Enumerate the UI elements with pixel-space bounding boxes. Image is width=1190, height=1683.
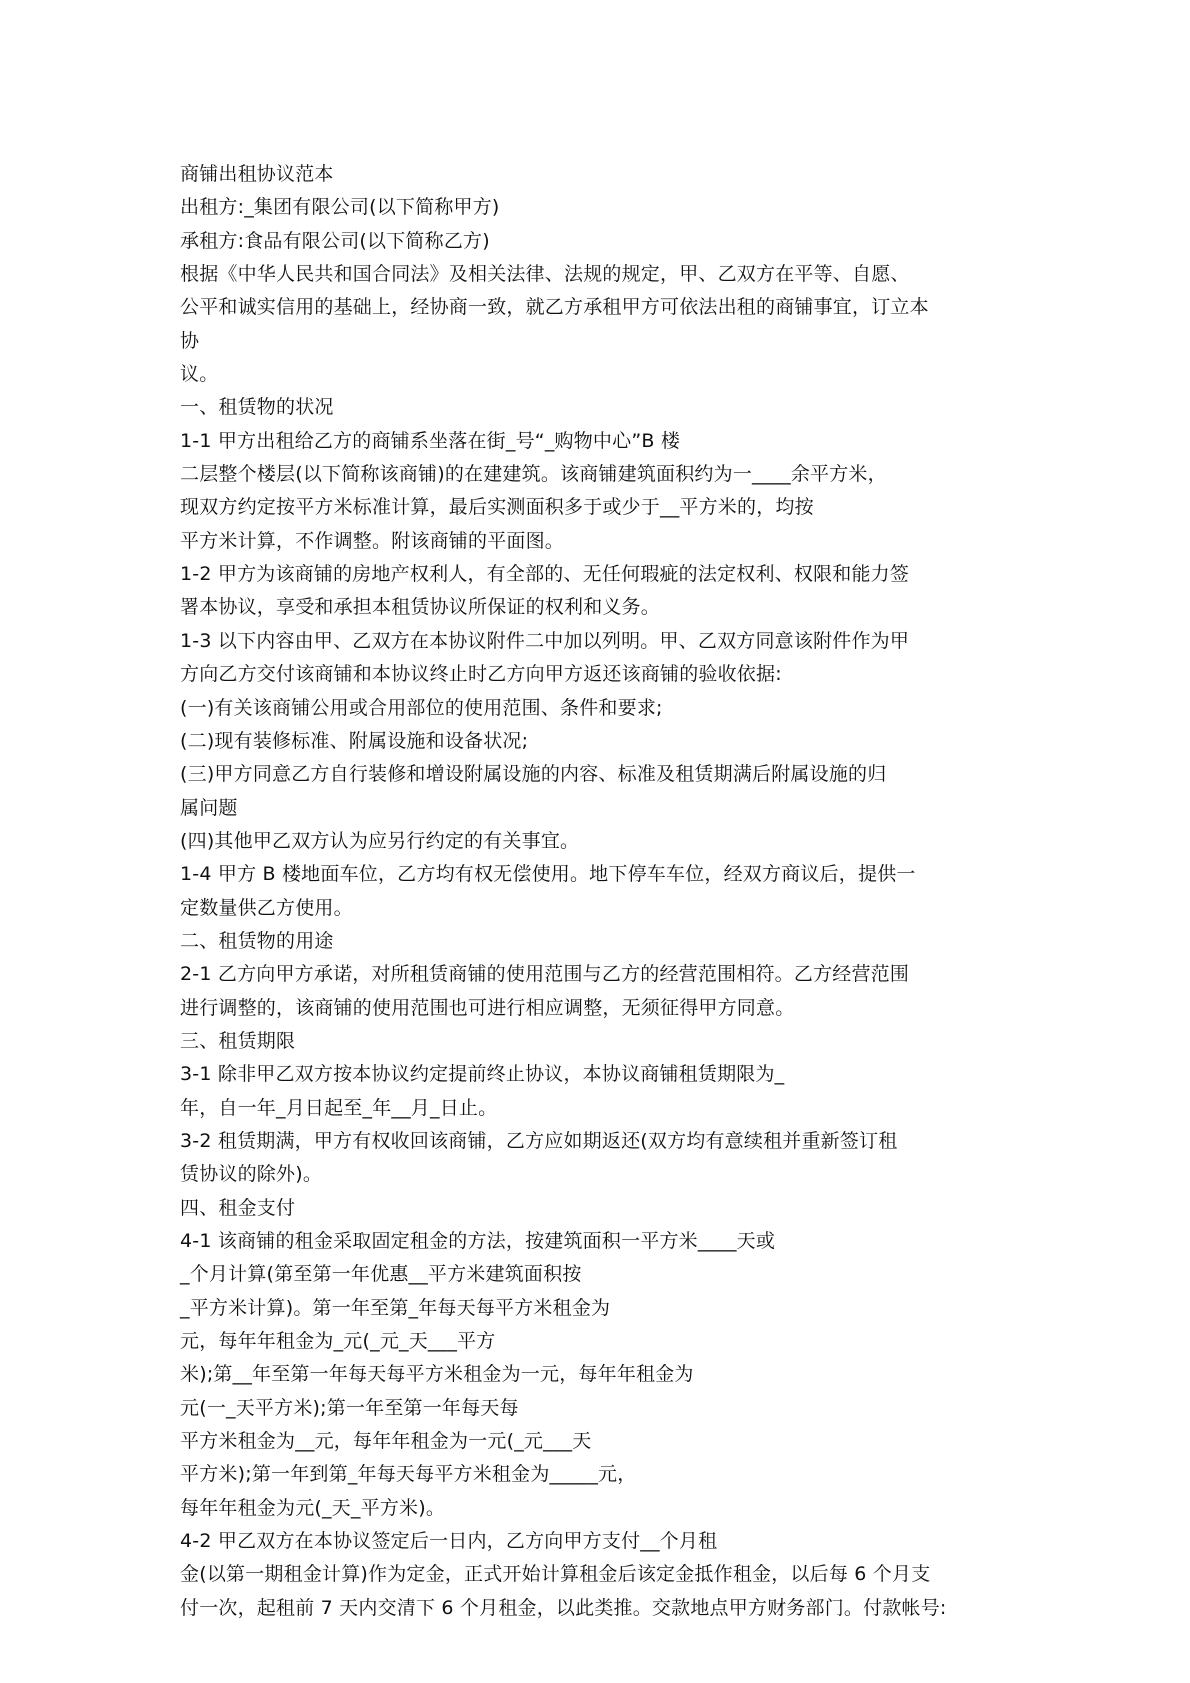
clause-line: 进行调整的，该商铺的使用范围也可进行相应调整，无须征得甲方同意。	[180, 996, 795, 1019]
clause-line: _平方米计算)。第一年至第_年每天每平方米租金为	[180, 1296, 611, 1319]
clause-line: 署本协议，享受和承担本租赁协议所保证的权利和义务。	[180, 596, 661, 619]
document-body	[180, 158, 1030, 1625]
clause-line: 平方米租金为__元，每年年租金为一元(_元___天	[180, 1430, 592, 1453]
section-heading: 二、租赁物的用途	[180, 929, 334, 952]
clause-line: 3-2 租赁期满，甲方有权收回该商铺，乙方应如期返还(双方均有意续租并重新签订租	[180, 1129, 898, 1152]
clause-line: 赁协议的除外)。	[180, 1163, 323, 1186]
clause-line: 元，每年年租金为_元(_元_天___平方	[180, 1330, 496, 1353]
list-item: 属问题	[180, 796, 238, 819]
lessor-line: 出租方:_集团有限公司(以下简称甲方)	[180, 196, 500, 219]
clause-line: 金(以第一期租金计算)作为定金，正式开始计算租金后该定金抵作租金，以后每 6 个月支	[180, 1563, 931, 1586]
clause-line: 平方米);第一年到第_年每天每平方米租金为_____元，	[180, 1463, 637, 1486]
list-item: (一)有关该商铺公用或合用部位的使用范围、条件和要求;	[180, 696, 663, 719]
clause-line: 1-4 甲方 B 楼地面车位，乙方均有权无偿使用。地下停车车位，经双方商议后，提供一	[180, 863, 916, 886]
clause-line: 米);第__年至第一年每天每平方米租金为一元，每年年租金为	[180, 1363, 694, 1386]
clause-line: 平方米计算，不作调整。附该商铺的平面图。	[180, 529, 565, 552]
clause-line: 年，自一年_月日起至_年__月_日止。	[180, 1096, 498, 1119]
clause-line: 每年年租金为元(_天_平方米)。	[180, 1496, 446, 1519]
lessee-line: 承租方:食品有限公司(以下简称乙方)	[180, 229, 490, 252]
section-heading: 一、租赁物的状况	[180, 396, 334, 419]
preamble-line: 协	[180, 329, 200, 352]
clause-line: 方向乙方交付该商铺和本协议终止时乙方向甲方返还该商铺的验收依据:	[180, 663, 782, 686]
list-item: (四)其他甲乙双方认为应另行约定的有关事宜。	[180, 829, 580, 852]
preamble-line: 公平和诚实信用的基础上，经协商一致，就乙方承租甲方可依法出租的商铺事宜，订立本	[180, 296, 929, 319]
clause-line: 3-1 除非甲乙双方按本协议约定提前终止协议，本协议商铺租赁期限为_	[180, 1063, 785, 1086]
clause-line: 元(一_天平方米);第一年至第一年每天每	[180, 1396, 519, 1419]
section-heading: 三、租赁期限	[180, 1029, 296, 1052]
clause-line: 1-1 甲方出租给乙方的商铺系坐落在街_号“_购物中心”B 楼	[180, 429, 681, 452]
clause-line: 现双方约定按平方米标准计算，最后实测面积多于或少于__平方米的，均按	[180, 496, 814, 519]
clause-line: 1-2 甲方为该商铺的房地产权利人，有全部的、无任何瑕疵的法定权利、权限和能力签	[180, 563, 910, 586]
clause-line: 定数量供乙方使用。	[180, 896, 353, 919]
list-item: (二)现有装修标准、附属设施和设备状况;	[180, 729, 529, 752]
document-title: 商铺出租协议范本	[180, 163, 334, 185]
clause-line: 2-1 乙方向甲方承诺，对所租赁商铺的使用范围与乙方的经营范围相符。乙方经营范围	[180, 963, 910, 986]
clause-line: 付一次，起租前 7 天内交清下 6 个月租金，以此类推。交款地点甲方财务部门。付款帐号:	[180, 1596, 947, 1619]
clause-line: _个月计算(第至第一年优惠__平方米建筑面积按	[180, 1263, 582, 1286]
section-heading: 四、租金支付	[180, 1196, 296, 1219]
clause-line: 二层整个楼层(以下简称该商铺)的在建建筑。该商铺建筑面积约为一____余平方米，	[180, 463, 887, 486]
clause-line: 1-3 以下内容由甲、乙双方在本协议附件二中加以列明。甲、乙双方同意该附件作为甲	[180, 629, 910, 652]
preamble-line: 根据《中华人民共和国合同法》及相关法律、法规的规定，甲、乙双方在平等、自愿、	[180, 263, 910, 286]
preamble-line: 议。	[180, 363, 219, 386]
clause-line: 4-1 该商铺的租金采取固定租金的方法，按建筑面积一平方米____天或	[180, 1230, 776, 1252]
list-item: (三)甲方同意乙方自行装修和增设附属设施的内容、标准及租赁期满后附属设施的归	[180, 763, 887, 786]
clause-line: 4-2 甲乙双方在本协议签定后一日内，乙方向甲方支付__个月租	[180, 1530, 718, 1553]
